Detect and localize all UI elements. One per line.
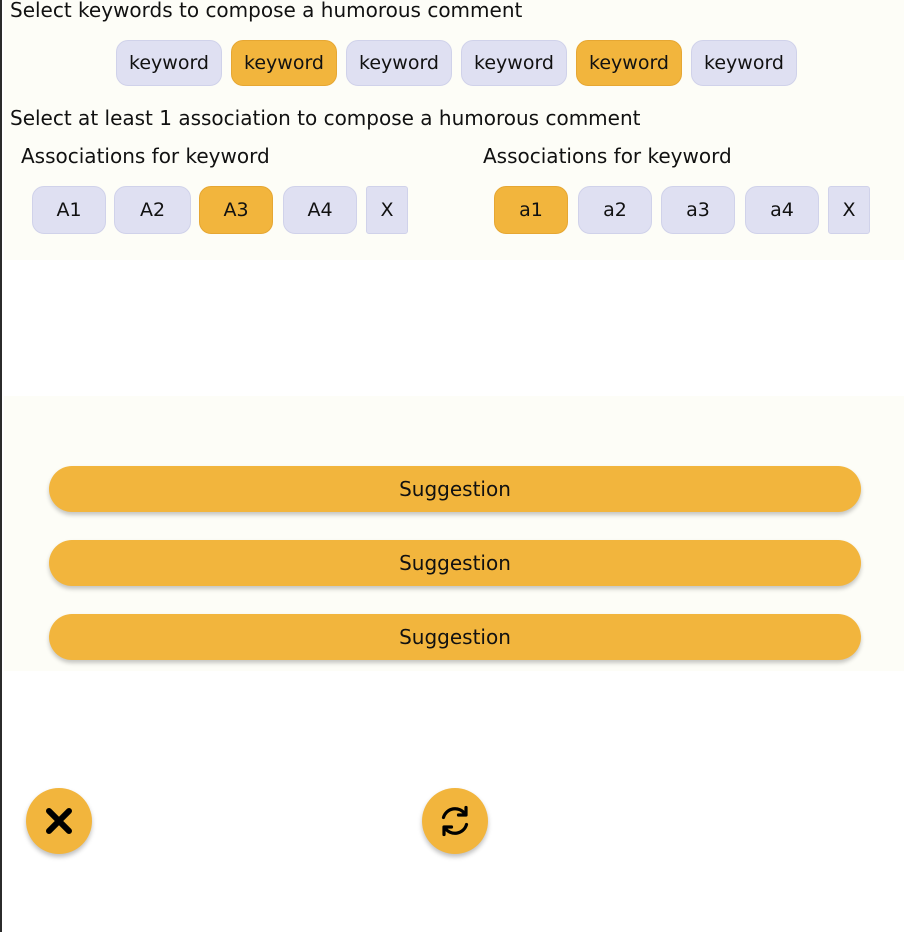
keyword-chip-2[interactable]: keyword (231, 40, 337, 86)
close-icon (42, 804, 76, 838)
association-chip-a1[interactable]: a1 (494, 186, 568, 234)
keyword-chip-3[interactable]: keyword (346, 40, 452, 86)
refresh-button[interactable] (422, 788, 488, 854)
keyword-chip-6[interactable]: keyword (691, 40, 797, 86)
suggestion-button-1[interactable]: Suggestion (49, 466, 861, 512)
close-button[interactable] (26, 788, 92, 854)
association-chip-A1[interactable]: A1 (32, 186, 106, 234)
clear-associations-button-1[interactable]: X (366, 186, 408, 234)
refresh-icon (435, 801, 475, 841)
association-group-title-1: Associations for keyword (21, 144, 270, 168)
association-chip-A3[interactable]: A3 (199, 186, 273, 234)
associations-heading: Select at least 1 association to compose a humorous comment (10, 106, 641, 130)
keywords-heading: Select keywords to compose a humorous comment (10, 0, 523, 22)
keyword-chip-4[interactable]: keyword (461, 40, 567, 86)
clear-associations-button-2[interactable]: X (828, 186, 870, 234)
association-chip-a4[interactable]: a4 (745, 186, 819, 234)
suggestion-button-2[interactable]: Suggestion (49, 540, 861, 586)
keyword-chip-1[interactable]: keyword (116, 40, 222, 86)
keyword-chip-5[interactable]: keyword (576, 40, 682, 86)
selection-panel (4, 0, 904, 260)
association-chip-A2[interactable]: A2 (114, 186, 191, 234)
association-chip-a3[interactable]: a3 (661, 186, 735, 234)
suggestion-button-3[interactable]: Suggestion (49, 614, 861, 660)
association-chip-A4[interactable]: A4 (283, 186, 357, 234)
association-group-title-2: Associations for keyword (483, 144, 732, 168)
association-chip-a2[interactable]: a2 (578, 186, 652, 234)
